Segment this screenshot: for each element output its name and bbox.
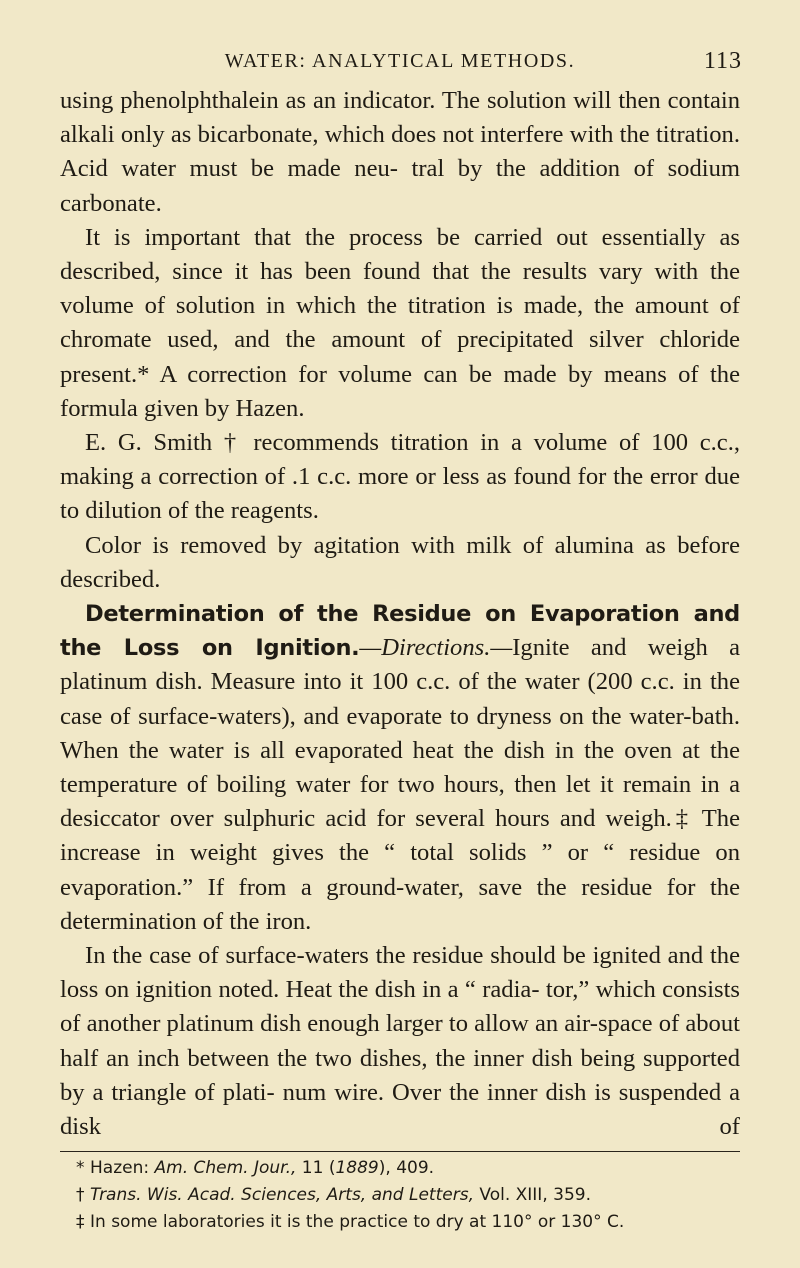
footnote-mark: †	[76, 1185, 85, 1205]
footnote-smith	[76, 1182, 736, 1209]
running-title: WATER: ANALYTICAL METHODS.	[224, 50, 576, 72]
footnote-year: 1889	[335, 1158, 379, 1178]
footnote-text: In some laboratories it is the practice to dry at 110° or 130° C.	[90, 1212, 625, 1232]
section-residue-evaporation	[60, 597, 740, 939]
body-text	[60, 84, 740, 1144]
paragraph-color-removal: Color is removed by agitation with milk of alumina as before described.	[60, 531, 740, 593]
footnote-drying	[76, 1209, 736, 1236]
footnote-volume: 11 (	[296, 1158, 336, 1178]
paragraph-continued: using phenolphthalein as an indicator. The solution will then contain alkali only as bicarbonate, which does not interfere with the titration. Acid water must be made neu- tral by the addition of sodium carbonate.	[60, 87, 740, 217]
footnote-pages: ), 409.	[378, 1158, 435, 1178]
paragraph-process-note: It is important that the process be carried out essentially as described, since it has been found that the results vary with the volume of solution in which the titration is made, the amount of chromate used, and the amount of precipitated silver chloride present.* A correction for volume can be made by means of the formula given by Hazen.	[60, 223, 740, 422]
footnote-source: Am. Chem. Jour.,	[154, 1158, 297, 1178]
paragraph-ignition: In the case of surface-waters the residue should be ignited and the loss on ignition noted. Heat the dish in a “ radia- tor,” which consists of another platinum dish enough larger to allow an air-space of about half an inch between the two dishes, the inner dish being supported by a triangle of plati- num wire. Over the inner dish is suspended a disk of	[60, 942, 740, 1141]
page-number: 113	[703, 48, 742, 74]
section-heading: Determination of the Residue on Evaporation and the Loss on Ignition.	[60, 601, 740, 662]
section-subheading: —Directions.—	[359, 634, 513, 662]
footnote-rule	[60, 1151, 740, 1152]
paragraph-smith-note: E. G. Smith † recommends titration in a volume of 100 c.c., making a correction of .1 c.c. more or less as found for the error due to dilution of the reagents.	[60, 429, 740, 525]
running-head	[0, 46, 800, 76]
footnotes	[76, 1155, 736, 1236]
section-text: Ignite and weigh a platinum dish. Measure into it 100 c.c. of the water (200 c.c. in the case of surface-waters), and evaporate to dryness on the water-bath. When the water is all evaporated heat the dish in the oven at the temperature of boiling water for two hours, then let it remain in a desiccator over sulphuric acid for several hours and weigh.‡ The increase in weight gives the “ total solids ” or “ residue on evaporation.” If from a ground-water, save the residue for the determination of the iron.	[60, 634, 740, 935]
footnote-author: Hazen:	[90, 1158, 155, 1178]
footnote-source: Trans. Wis. Acad. Sciences, Arts, and Letters,	[90, 1185, 474, 1205]
footnote-volume: Vol. XIII, 359.	[473, 1185, 591, 1205]
footnote-mark: *	[76, 1158, 85, 1178]
footnote-hazen	[76, 1155, 736, 1182]
footnote-mark: ‡	[76, 1212, 85, 1232]
